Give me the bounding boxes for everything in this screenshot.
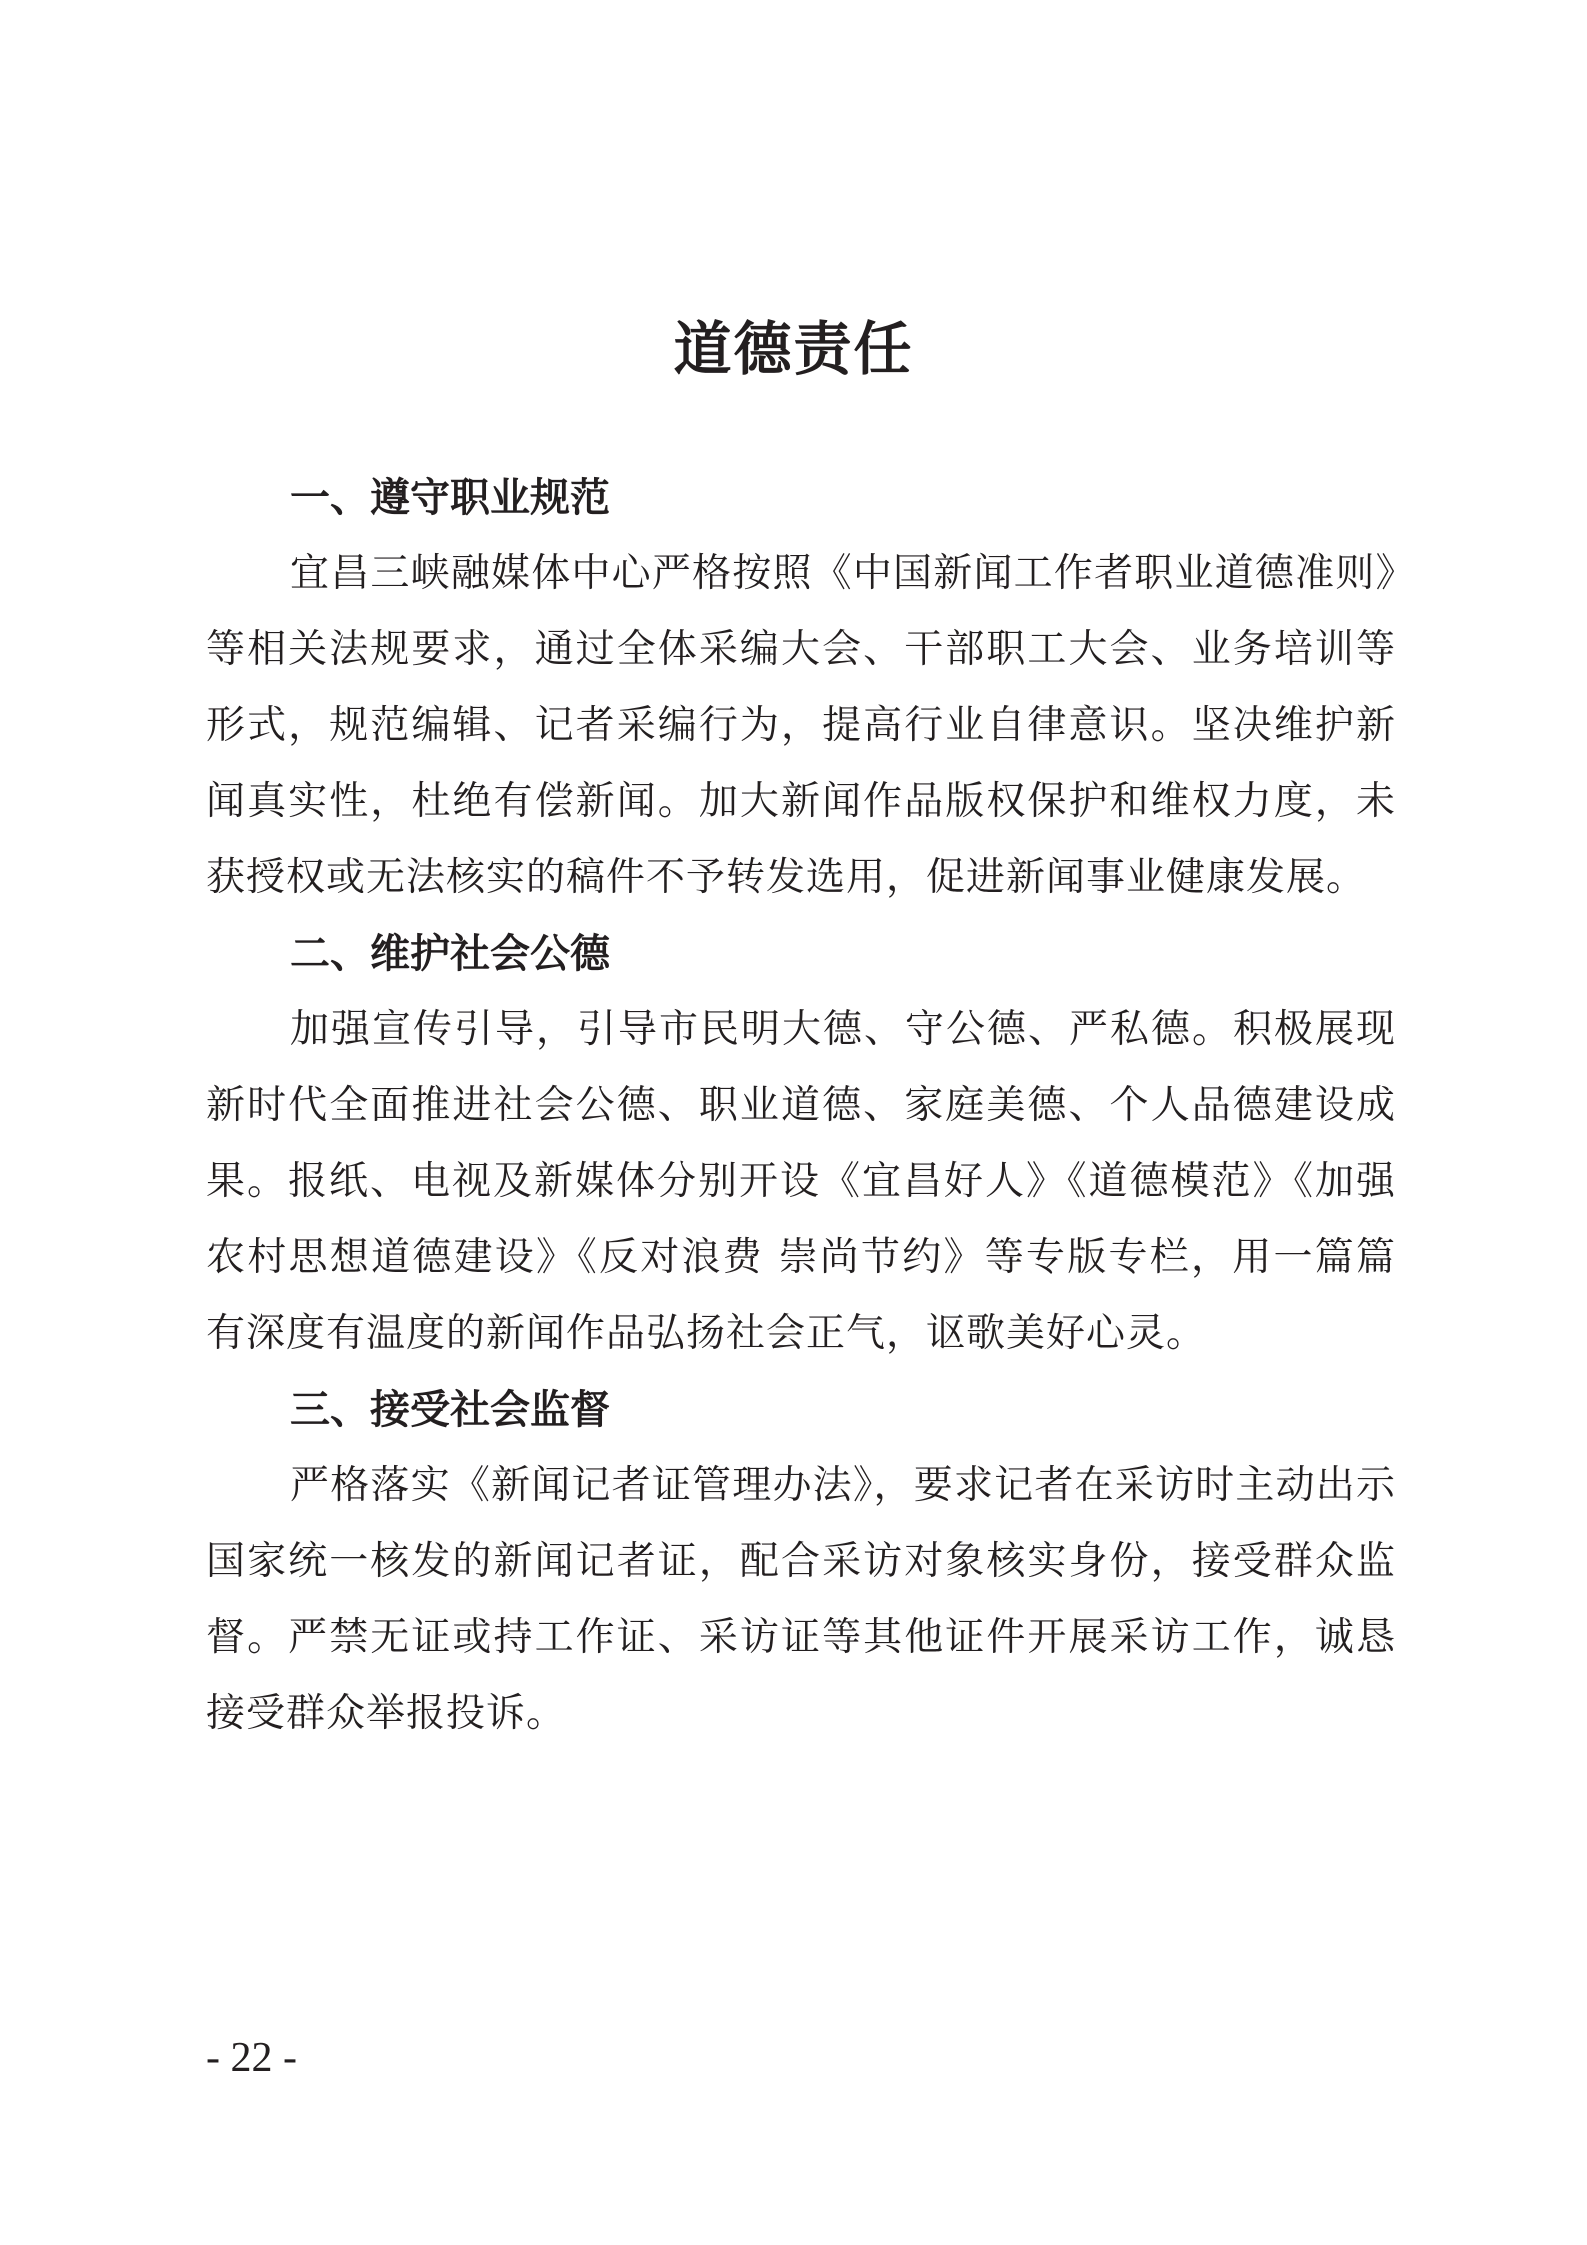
section-paragraph: 加强宣传引导，引导市民明大德、守公德、严私德。积极展现新时代全面推进社会公德、职业道德、家庭美德、个人品德建设成果。报纸、电视及新媒体分别开设《宜昌好人》《道德模范》《加强农村思想道德建设》《反对浪费 崇尚节约》等专版专栏，用一篇篇有深度有温度的新闻作品弘扬社会正气，讴歌美好心灵。 — [206, 1007, 1396, 1356]
section-paragraph: 宜昌三峡融媒体中心严格按照《中国新闻工作者职业道德准则》等相关法规要求，通过全体采编大会、干部职工大会、业务培训等形式，规范编辑、记者采编行为，提高行业自律意识。坚决维护新闻真实性，杜绝有偿新闻。加大新闻作品版权保护和维权力度，未获授权或无法核实的稿件不予转发选用，促进新闻事业健康发展。 — [206, 551, 1396, 900]
section-professional-norms — [206, 460, 1396, 916]
document-title: 道德责任 — [673, 314, 914, 383]
section-heading: 一、遵守职业规范 — [290, 475, 610, 521]
section-heading: 二、维护社会公德 — [290, 931, 610, 977]
section-public-supervision — [206, 1372, 1396, 1752]
section-social-morality — [206, 916, 1396, 1372]
page-number: - 22 - — [206, 2035, 297, 2081]
section-paragraph: 严格落实《新闻记者证管理办法》，要求记者在采访时主动出示国家统一核发的新闻记者证，配合采访对象核实身份，接受群众监督。严禁无证或持工作证、采访证等其他证件开展采访工作，诚恳接受群众举报投诉。 — [206, 1463, 1396, 1736]
section-heading: 三、接受社会监督 — [290, 1387, 610, 1433]
document-body — [206, 460, 1396, 1752]
